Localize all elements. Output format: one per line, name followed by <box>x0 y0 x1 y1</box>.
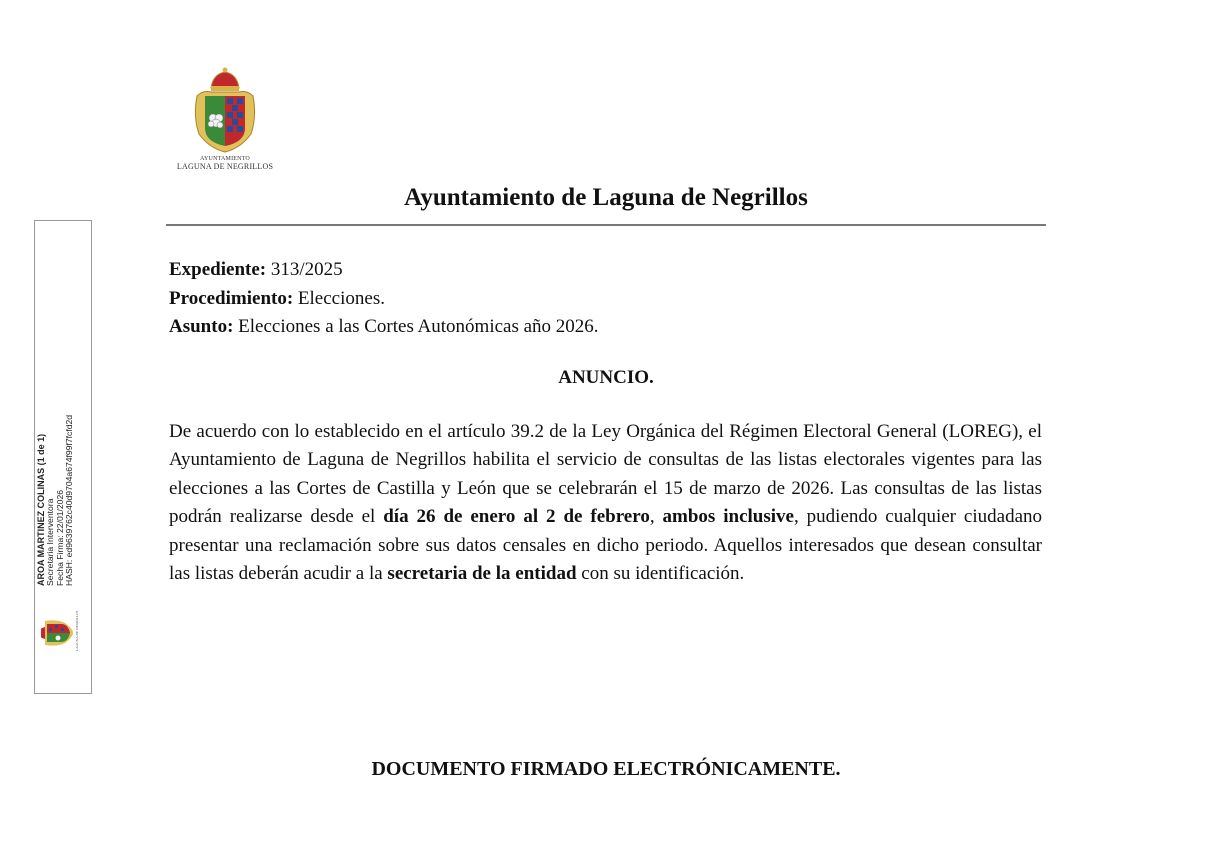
expediente-value: 313/2025 <box>266 259 343 280</box>
body-text-2: , <box>649 506 663 528</box>
stamp-logo <box>41 610 85 653</box>
page-title: Ayuntamiento de Laguna de Negrillos <box>404 184 808 211</box>
asunto-row <box>169 313 599 342</box>
expediente-label: Expediente: <box>169 259 267 280</box>
asunto-label: Asunto: <box>169 316 234 337</box>
signature-hash: HASH: ed9639762c40d9704a674f99f7fcfd2d <box>64 414 75 586</box>
body-bold-inclusive: ambos inclusive <box>662 506 794 528</box>
procedimiento-row <box>169 285 599 314</box>
signer-role: Secretaria Interventora <box>45 498 56 586</box>
municipal-coat-of-arms-logo <box>166 66 284 171</box>
procedimiento-label: Procedimiento: <box>169 287 294 309</box>
signature-details <box>37 242 89 586</box>
body-bold-secretaria: secretaria de la entidad <box>387 563 577 585</box>
body-text-3: , pudiendo cualquier ciudadano presentar una reclamación sobre sus datos censales en dicho periodo. Aquellos interesados que desean consultar las listas deberán acudir a la <box>169 506 1042 585</box>
procedimiento-value: Elecciones. <box>293 287 385 309</box>
announcement-body <box>169 418 1042 588</box>
stamp-logo-caption: LAGUNA DE NEGRILLOS <box>75 610 79 651</box>
expediente-row <box>169 256 599 285</box>
logo-line-2: LAGUNA DE NEGRILLOS <box>176 162 274 171</box>
coat-of-arms-icon <box>189 66 261 154</box>
logo-line-1: AYUNTAMIENTO <box>200 156 250 162</box>
header-divider <box>166 224 1046 226</box>
signature-date: Fecha Firma: 22/01/2026 <box>54 489 65 586</box>
signed-electronically-notice: DOCUMENTO FIRMADO ELECTRÓNICAMENTE. <box>371 758 841 780</box>
body-text-1: De acuerdo con lo establecido en el artículo 39.2 de la Ley Orgánica del Régimen Electoral General (LOREG), el Ayuntamiento de Laguna de Negrillos habilita el servicio de consultas de las listas electorales vigentes para las elecciones a las Cortes de Castilla y León que se celebrarán el 15 de marzo de 2026. Las consultas de las listas podrán realizarse desde el <box>169 421 1042 528</box>
announcement-heading: ANUNCIO. <box>558 367 654 388</box>
electronic-signature-stamp <box>34 220 92 694</box>
signer-name: AROA MARTINEZ COLINAS (1 de 1) <box>36 433 46 586</box>
body-bold-dates: día 26 de enero al 2 de febrero <box>383 506 650 528</box>
document-metadata <box>169 256 599 342</box>
asunto-value: Elecciones a las Cortes Autonómicas año 2026. <box>233 316 599 337</box>
body-text-4: con su identificación. <box>576 563 745 585</box>
